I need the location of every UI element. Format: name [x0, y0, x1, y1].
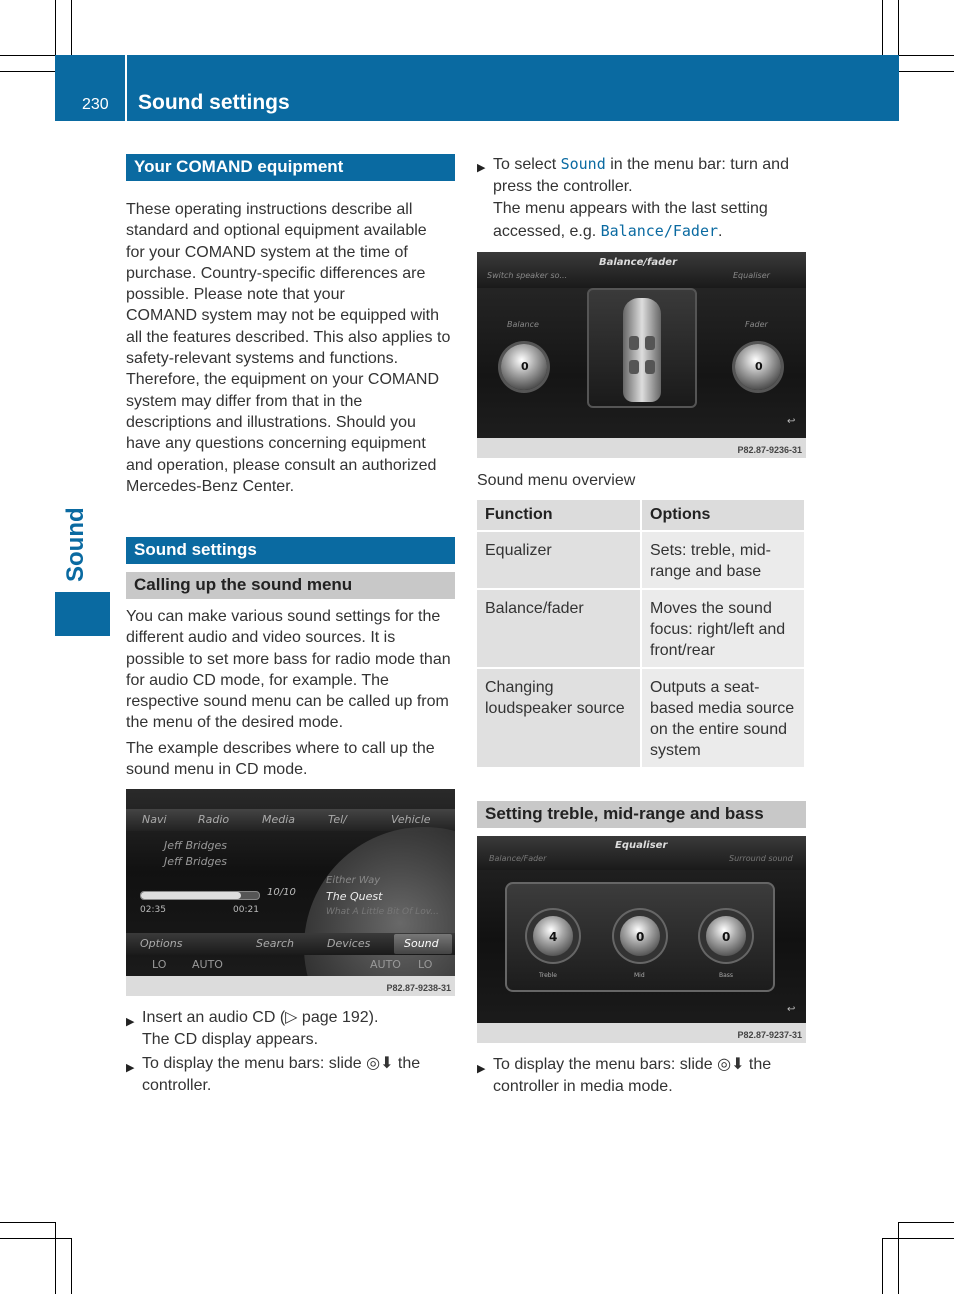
cd-menu-radio: Radio [198, 813, 230, 826]
eq-knob-mid-label: Mid [634, 972, 645, 979]
table-cell-options: Moves the sound focus: right/left and front/rear [641, 589, 805, 668]
crop-mark [899, 55, 954, 56]
eq-left-label: Balance/Fader [489, 854, 547, 863]
cd-climate-right-auto: AUTO [370, 958, 401, 971]
car-seat-icon [629, 336, 639, 350]
crop-mark [899, 1222, 954, 1223]
cd-time-elapsed: 02:35 [140, 905, 166, 915]
instruction-insert-cd: ▶ Insert an audio CD (▷ page 192). The CD display appears. [126, 1009, 379, 1048]
eq-screen-title: Equaliser [615, 840, 668, 851]
table-cell-function: Equalizer [477, 531, 641, 589]
bullet-arrow-icon: ▶ [477, 1063, 486, 1075]
balance-left-label: Switch speaker so... [487, 271, 568, 280]
eq-knob-treble-label: Treble [539, 972, 557, 979]
cd-bottom-options: Options [140, 937, 183, 950]
table-header-row [477, 500, 805, 531]
side-tab-label: Sound [62, 507, 89, 582]
back-arrow-icon: ↩ [787, 416, 796, 427]
subheading-treble: Setting treble, mid-range and bass [477, 801, 806, 828]
eq-knob-treble-value: 4 [549, 930, 558, 944]
equipment-paragraph: These operating instructions describe all standard and optional equipment available for your COMAND system at the time of purchase. Country-specific differences are possible. Please note that your COMAND system may not be equipped with all the features described. This also applies to safety-relevant systems and functions. Therefore, the equipment on your COMAND system may differ from that in the descriptions and illustrations. Should you have any questions concerning equipment and operation, please consult an authorized Mercedes-Benz Center. [126, 201, 451, 495]
crop-mark [882, 1238, 883, 1294]
balance-fader-screenshot [477, 252, 806, 458]
back-arrow-icon: ↩ [787, 1004, 796, 1015]
bullet-arrow-icon: ▶ [126, 1016, 135, 1028]
bullet-arrow-icon: ▶ [477, 162, 486, 174]
cd-menu-tel: Tel/ [328, 813, 347, 826]
bullet-arrow-icon: ▶ [126, 1062, 135, 1074]
table-row [477, 531, 805, 589]
crop-mark [882, 1238, 954, 1239]
cd-track-count: 10/10 [267, 887, 296, 898]
fader-knob-value: 0 [755, 360, 763, 373]
fader-label: Fader [745, 320, 768, 329]
table-row [477, 589, 805, 668]
crop-mark [55, 0, 56, 55]
instruction-select-sound: ▶ To select Sound in the menu bar: turn and press the controller. The menu appears with the last setting accessed, e.g. Balance/Fader. [477, 155, 789, 240]
screenshot-code: P82.87-9237-31 [737, 1030, 802, 1040]
crop-mark [898, 0, 899, 55]
crop-mark [899, 71, 954, 72]
cd-bottom-devices: Devices [327, 937, 371, 950]
crop-mark [0, 71, 55, 72]
cd-track-item: What A Little Bit Of Lov... [326, 907, 439, 917]
menu-term-balance-fader: Balance/Fader [600, 222, 719, 240]
header-divider [125, 55, 127, 121]
instruction-display-menu: ▶ To display the menu bars: slide ◎⬇ the controller. [126, 1055, 421, 1094]
side-tab [55, 592, 110, 636]
cd-climate-right-temp: LO [418, 958, 433, 971]
crop-mark [55, 1222, 56, 1294]
cd-artist-line: Jeff Bridges [164, 839, 228, 852]
table-cell-options: Outputs a seat- based media source on the entire sound system [641, 668, 805, 768]
example-paragraph: The example describes where to call up the sound menu in CD mode. [126, 740, 435, 779]
eq-knob-mid-value: 0 [636, 930, 645, 944]
cd-track-item: Either Way [326, 875, 381, 886]
equaliser-screenshot [477, 836, 806, 1043]
section-heading-sound-settings: Sound settings [126, 537, 455, 564]
cd-display-screenshot [126, 789, 455, 996]
cd-climate-left-temp: LO [152, 958, 167, 971]
balance-screen-title: Balance/fader [599, 257, 677, 268]
car-seat-icon [645, 360, 655, 374]
car-top-view-icon [623, 298, 661, 402]
crop-mark [71, 0, 72, 55]
balance-right-label: Equaliser [733, 271, 770, 280]
crop-mark [898, 1222, 899, 1294]
cd-menu-media: Media [262, 813, 296, 826]
calling-paragraph: You can make various sound settings for the different audio and video sources. It is possible to set more bass for radio mode than for audio CD mode, for example. The respective sound menu can be called up from the menu of the desired mode. [126, 608, 451, 732]
screenshot-code: P82.87-9236-31 [737, 445, 802, 455]
section-heading-equipment: Your COMAND equipment [126, 154, 455, 181]
table-header-options: Options [641, 500, 805, 531]
balance-knob-value: 0 [521, 360, 529, 373]
cd-track-item: The Quest [326, 890, 383, 903]
table-cell-options: Sets: treble, mid- range and base [641, 531, 805, 589]
sound-menu-table [477, 500, 806, 769]
table-cell-function: Balance/fader [477, 589, 641, 668]
page-number: 230 [82, 96, 109, 113]
car-seat-icon [629, 360, 639, 374]
table-row [477, 668, 805, 768]
eq-knob-bass-label: Bass [719, 972, 734, 979]
menu-term-sound: Sound [560, 155, 606, 173]
balance-label: Balance [507, 320, 539, 329]
car-seat-icon [645, 336, 655, 350]
eq-right-label: Surround sound [729, 854, 793, 863]
cd-menu-navi: Navi [142, 813, 167, 826]
cd-climate-left-auto: AUTO [192, 958, 223, 971]
page-title: Sound settings [138, 91, 290, 114]
crop-mark [0, 1238, 71, 1239]
cd-menu-vehicle: Vehicle [391, 813, 431, 826]
cd-time-total: 00:21 [233, 905, 259, 915]
table-header-function: Function [477, 500, 641, 531]
cd-bottom-sound-label: Sound [404, 937, 439, 950]
cd-bottom-search: Search [256, 937, 295, 950]
cd-artist-line: Jeff Bridges [164, 855, 228, 868]
crop-mark [0, 55, 55, 56]
cd-progress-fill [141, 892, 241, 899]
screenshot-code: P82.87-9238-31 [386, 983, 451, 993]
crop-mark [71, 1238, 72, 1294]
subheading-calling-up: Calling up the sound menu [126, 572, 455, 599]
table-cell-function: Changing loudspeaker source [477, 668, 641, 768]
eq-knob-bass-value: 0 [722, 930, 731, 944]
instruction-display-menu-media: ▶ To display the menu bars: slide ◎⬇ the controller in media mode. [477, 1056, 772, 1095]
crop-mark [882, 0, 883, 55]
table-caption: Sound menu overview [477, 472, 636, 489]
crop-mark [0, 1222, 55, 1223]
